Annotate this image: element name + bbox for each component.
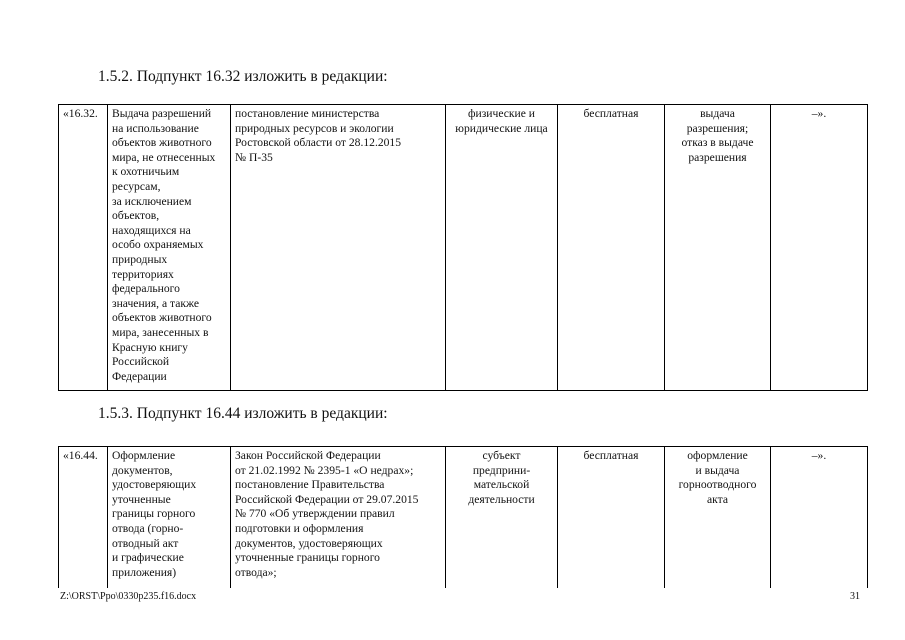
section-heading-16-32: 1.5.2. Подпункт 16.32 изложить в редакции: (98, 68, 388, 85)
applicants: физические и юридические лица (446, 105, 558, 391)
table-16-44 (58, 446, 868, 588)
result: выдача разрешения; отказ в выдаче разрешения (665, 105, 771, 391)
service-name: Оформление документов, удостоверяющих уточненные границы горного отвода (горно- отводный акт и графические приложения) (108, 447, 231, 589)
legal-basis: постановление министерства природных ресурсов и экологии Ростовской области от 28.12.2015 № П-35 (231, 105, 446, 391)
table-row (59, 105, 868, 391)
section-heading-16-44: 1.5.3. Подпункт 16.44 изложить в редакции: (98, 405, 388, 422)
page-number: 31 (850, 591, 860, 602)
fee: бесплатная (558, 447, 665, 589)
fee: бесплатная (558, 105, 665, 391)
table-row (59, 447, 868, 589)
applicants: субъект предприни- мательской деятельности (446, 447, 558, 589)
service-name: Выдача разрешений на использование объектов животного мира, не отнесенных к охотничьим ресурсам, за исключением объектов, находящихся на особо охраняемых природных территориях федерального значения, а также объектов животного мира, занесенных в Красную книгу Российской Федерации (108, 105, 231, 391)
item-number: «16.32. (59, 105, 108, 391)
table-16-32 (58, 104, 868, 391)
result: оформление и выдача горноотводного акта (665, 447, 771, 589)
footer-file-path: Z:\ORST\Ppo\0330p235.f16.docx (60, 591, 197, 602)
legal-basis: Закон Российской Федерации от 21.02.1992 № 2395-1 «О недрах»; постановление Правительства Российской Федерации от 29.07.2015 № 770 «Об утверждении правил подготовки и оформления документов, удостоверяющих уточненные границы горного отвода»; (231, 447, 446, 589)
closing-mark: –». (771, 447, 868, 589)
item-number: «16.44. (59, 447, 108, 589)
closing-mark: –». (771, 105, 868, 391)
